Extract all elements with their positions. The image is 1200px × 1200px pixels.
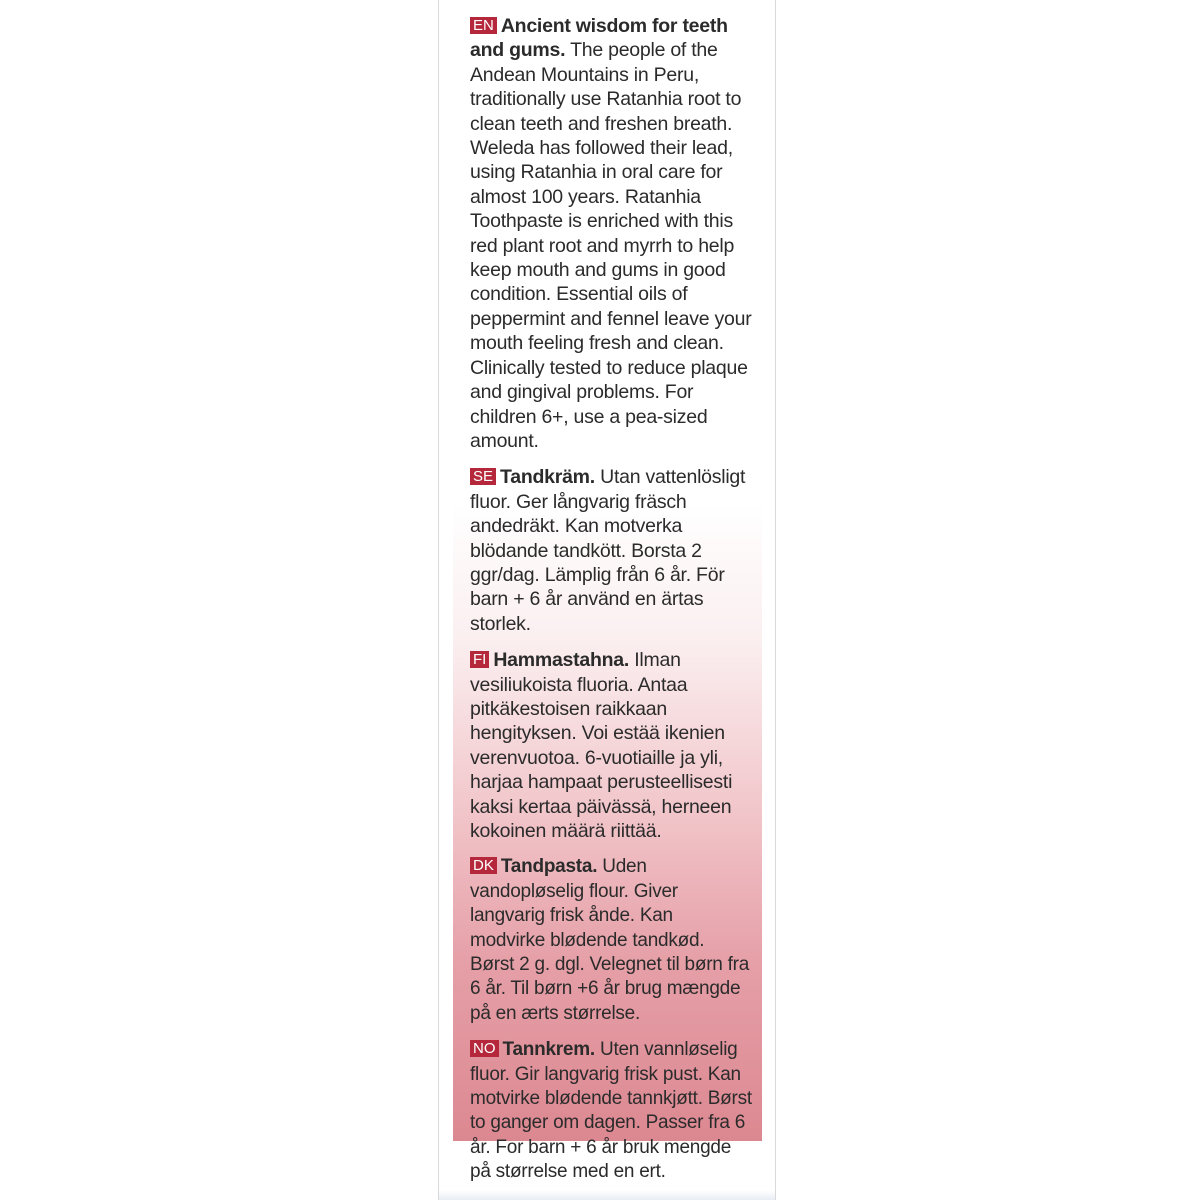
section-se-body: Utan vattenlösligt fluor. Ger långvarig fräsch andedräkt. Kan motverka blödande tandkött. Borsta 2 ggr/dag. Lämplig från 6 år. För barn + 6 år använd en ärtas storlek. [470,466,746,635]
section-dk-heading: Tandpasta. [500,856,598,878]
section-fi-body: Ilman vesiliukoista fluoria. Antaa pitkäkestoisen raikkaan hengityksen. Voi estää ikenien verenvuotoa. 6-vuotiaille ja yli, harjaa hampaat perusteellisesti kaksi kertaa päivässä, herneen kokoinen määrä riittää. [470,649,733,842]
lang-tag-en: EN [470,17,497,34]
section-fi [470,648,752,843]
section-no-heading: Tannkrem. [502,1039,595,1061]
section-en-body: The people of the Andean Mountains in Peru, traditionally use Ratanhia root to clean teeth and freshen breath. Weleda has followed their lead, using Ratanhia in oral care for almost 100 years. Ratanhia Toothpaste is enriched with this red plant root and myrrh to help keep mouth and gums in good condition. Essential oils of peppermint and fennel leave your mouth feeling fresh and clean. Clinically tested to reduce plaque and gingival problems. For children 6+, use a pea-sized amount. [470,39,752,452]
box-bottom-edge [439,1190,775,1200]
lang-tag-no: NO [470,1040,499,1057]
section-dk [470,855,752,1026]
section-se [470,465,752,636]
section-en [470,14,752,453]
section-se-heading: Tandkräm. [500,466,595,489]
lang-tag-se: SE [470,468,496,485]
lang-tag-dk: DK [470,857,497,874]
lang-tag-fi: FI [470,651,489,668]
section-en-heading: Ancient wisdom for teeth and gums. [470,15,728,62]
section-no [470,1038,752,1184]
section-no-body: Uten vannløselig fluor. Gir langvarig frisk pust. Kan motvirke blødende tannkjøtt. Børst to ganger om dagen. Passer fra 6 år. For barn + 6 år bruk mengde på størrelse med en ert. [470,1039,752,1183]
text-content [470,14,752,1185]
section-fi-heading: Hammastahna. [493,649,630,672]
section-dk-body: Uden vandopløselig flour. Giver langvarig frisk ånde. Kan modvirke blødende tandkød. Børst 2 g. dgl. Velegnet til børn fra 6 år. Til børn +6 år brug mængde på en ærts størrelse. [470,856,750,1024]
